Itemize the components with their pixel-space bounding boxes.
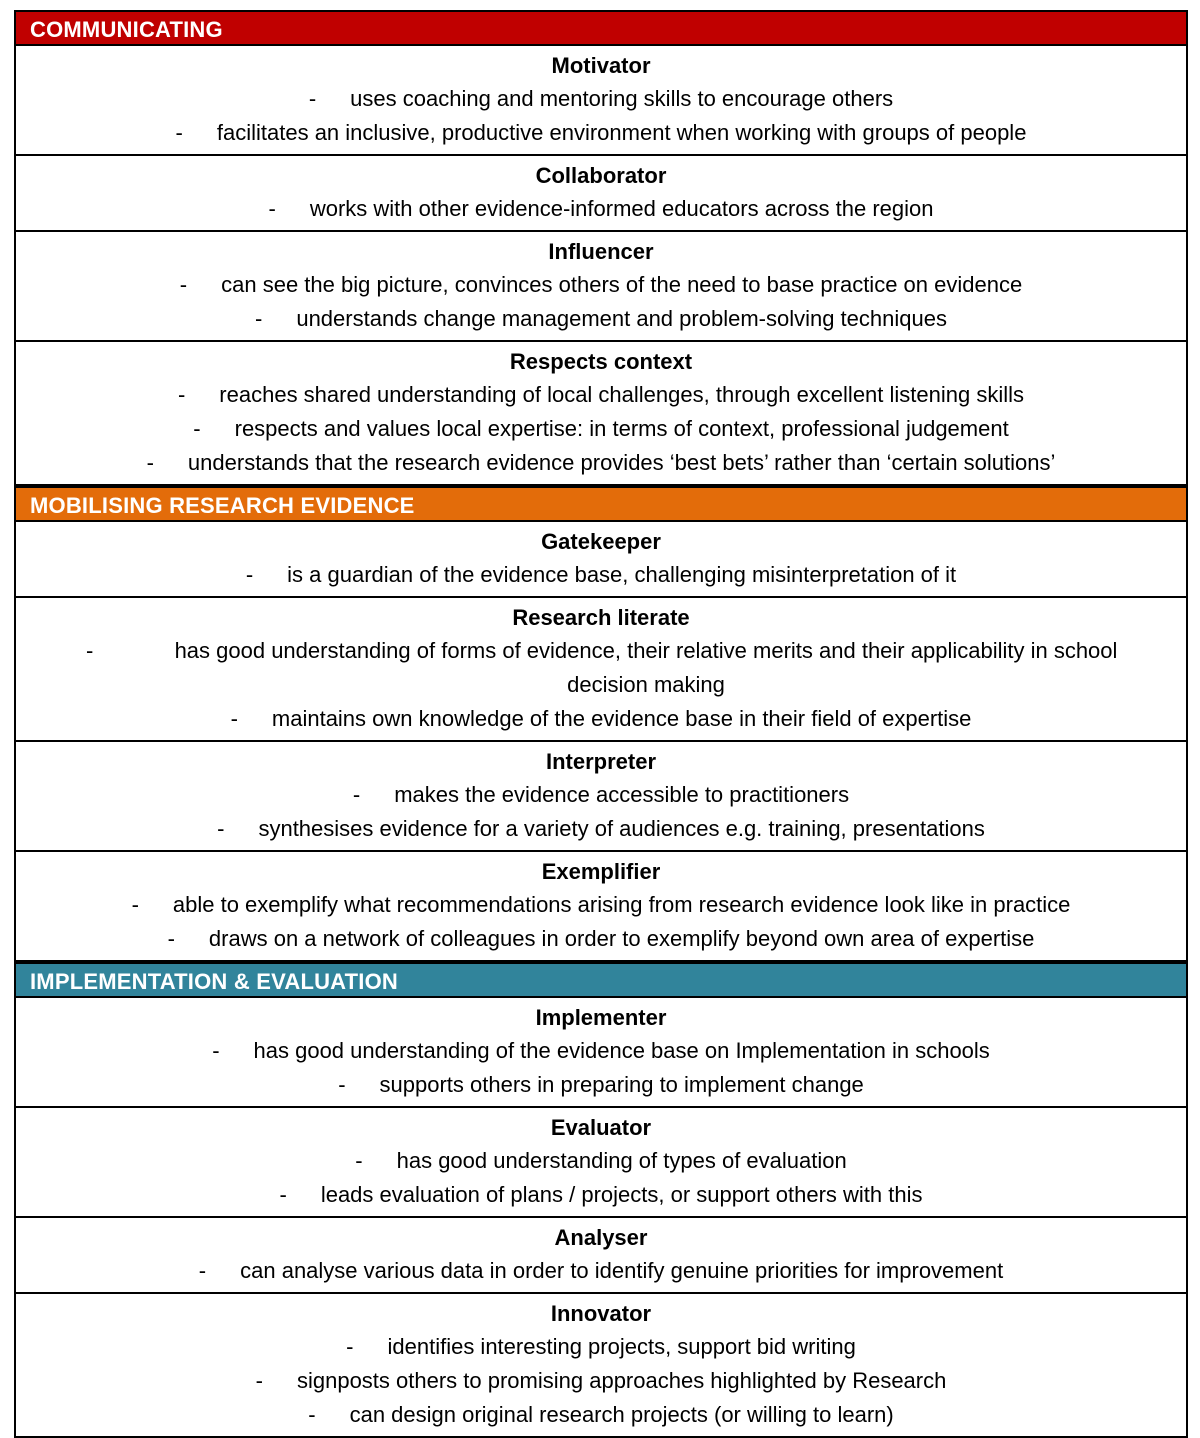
bullet-text: makes the evidence accessible to practitioners [394, 782, 850, 807]
role-title: Research literate [512, 605, 690, 630]
bullet-dash: - [255, 1368, 263, 1393]
bullet-text: can design original research projects (or willing to learn) [349, 1402, 894, 1427]
bullet-text: reaches shared understanding of local challenges, through excellent listening skills [219, 382, 1025, 407]
bullet-text: understands that the research evidence provides ‘best bets’ rather than ‘certain solutions’ [187, 450, 1056, 475]
bullet-item [16, 812, 1186, 846]
bullet-dash: - [179, 272, 188, 297]
bullet-text: identifies interesting projects, support bid writing [387, 1334, 856, 1359]
bullet-item [16, 302, 1186, 336]
bullet-dash: - [308, 1402, 316, 1427]
bullet-item [16, 192, 1186, 226]
bullet-dash: - [217, 816, 225, 841]
role-title: Motivator [551, 53, 651, 78]
bullet-item [16, 1398, 1186, 1432]
bullet-dash: - [355, 1148, 363, 1173]
bullet-text: synthesises evidence for a variety of audiences e.g. training, presentations [258, 816, 985, 841]
role-block [16, 742, 1186, 852]
bullet-dash: - [193, 416, 201, 441]
bullet-item [16, 1178, 1186, 1212]
bullet-item [16, 1254, 1186, 1288]
bullet-text: has good understanding of forms of evidence, their relative merits and their applicability in school decision making [174, 638, 1118, 697]
bullet-text: has good understanding of the evidence base on Implementation in schools [253, 1038, 990, 1063]
bullet-text: respects and values local expertise: in terms of context, professional judgement [234, 416, 1009, 441]
role-block [16, 998, 1186, 1108]
bullet-item [16, 412, 1186, 446]
bullet-text: works with other evidence-informed educators across the region [309, 196, 934, 221]
bullet-text: maintains own knowledge of the evidence base in their field of expertise [271, 706, 972, 731]
section-header: MOBILISING RESEARCH EVIDENCE [16, 486, 1186, 522]
bullet-dash: - [175, 120, 183, 145]
bullet-text: signposts others to promising approaches highlighted by Research [296, 1368, 947, 1393]
section-header: COMMUNICATING [16, 10, 1186, 46]
role-block [16, 852, 1186, 962]
role-title: Exemplifier [541, 859, 661, 884]
bullet-dash: - [146, 450, 154, 475]
bullet-dash: - [167, 926, 175, 951]
bullet-item [16, 116, 1186, 150]
bullet-text: leads evaluation of plans / projects, or support others with this [320, 1182, 923, 1207]
bullet-dash: - [346, 1334, 354, 1359]
bullet-item [16, 1068, 1186, 1102]
role-title: Respects context [509, 349, 693, 374]
bullet-text: supports others in preparing to implement change [379, 1072, 864, 1097]
bullet-item [16, 268, 1186, 302]
bullet-dash: - [308, 86, 317, 111]
role-block [16, 232, 1186, 342]
bullet-dash: - [268, 196, 276, 221]
bullet-item [16, 558, 1186, 592]
bullet-item [16, 378, 1186, 412]
role-title: Interpreter [545, 749, 657, 774]
role-title: Influencer [548, 239, 654, 264]
bullet-item [16, 888, 1186, 922]
role-block [16, 342, 1186, 486]
bullet-dash: - [198, 1258, 207, 1283]
role-block [16, 598, 1186, 742]
bullet-item [16, 702, 1186, 736]
bullet-dash: - [245, 562, 254, 587]
bullet-text: facilitates an inclusive, productive environment when working with groups of people [216, 120, 1027, 145]
bullet-text: draws on a network of colleagues in order to exemplify beyond own area of expertise [208, 926, 1035, 951]
bullet-text: can analyse various data in order to identify genuine priorities for improvement [240, 1258, 1004, 1283]
bullet-dash: - [338, 1072, 346, 1097]
role-title: Gatekeeper [541, 529, 661, 554]
role-title: Implementer [535, 1005, 667, 1030]
role-block [16, 522, 1186, 598]
bullet-dash: - [279, 1182, 287, 1207]
bullet-text: uses coaching and mentoring skills to encourage others [350, 86, 894, 111]
bullet-item [16, 446, 1186, 480]
bullet-item [16, 634, 1186, 702]
bullet-dash: - [255, 306, 263, 331]
bullet-item [16, 922, 1186, 956]
bullet-dash: - [230, 706, 238, 731]
bullet-item [16, 1034, 1186, 1068]
role-title: Evaluator [550, 1115, 652, 1140]
bullet-item [16, 82, 1186, 116]
bullet-item [16, 778, 1186, 812]
bullet-dash: - [177, 382, 186, 407]
bullet-text: understands change management and problem-solving techniques [296, 306, 947, 331]
role-title: Innovator [550, 1301, 652, 1326]
competency-table [14, 10, 1188, 1438]
bullet-text: able to exemplify what recommendations arising from research evidence look like in practice [172, 892, 1071, 917]
bullet-item [16, 1330, 1186, 1364]
bullet-text: can see the big picture, convinces others of the need to base practice on evidence [221, 272, 1023, 297]
bullet-item [16, 1144, 1186, 1178]
bullet-item [16, 1364, 1186, 1398]
role-block [16, 46, 1186, 156]
bullet-text: has good understanding of types of evaluation [396, 1148, 847, 1173]
bullet-dash: - [131, 892, 139, 917]
role-block [16, 1218, 1186, 1294]
bullet-text: is a guardian of the evidence base, challenging misinterpretation of it [287, 562, 957, 587]
role-title: Collaborator [535, 163, 667, 188]
bullet-dash: - [86, 638, 94, 663]
role-block [16, 1108, 1186, 1218]
section-header: IMPLEMENTATION & EVALUATION [16, 962, 1186, 998]
bullet-dash: - [212, 1038, 220, 1063]
role-title: Analyser [554, 1225, 648, 1250]
role-block [16, 156, 1186, 232]
role-block [16, 1294, 1186, 1438]
bullet-dash: - [352, 782, 361, 807]
